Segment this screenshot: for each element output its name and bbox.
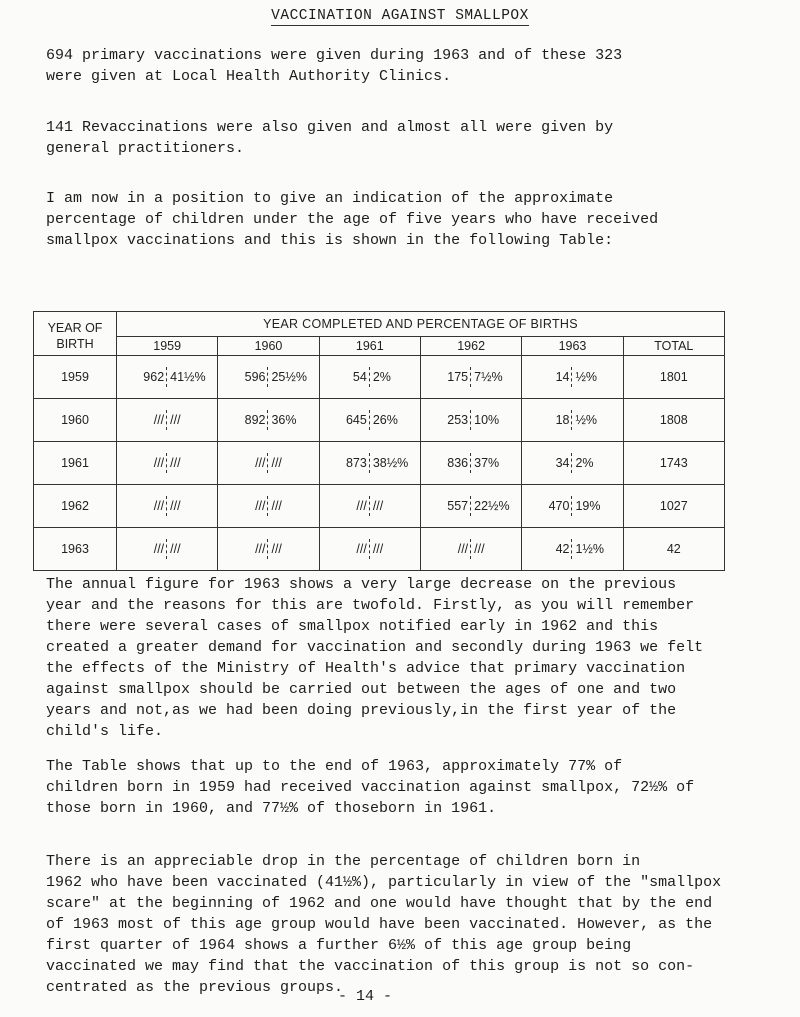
row-total: 1801: [623, 356, 724, 399]
table-cell: [319, 442, 420, 485]
cell-percentage: 2%: [575, 456, 594, 470]
row-birth-year: 1960: [34, 399, 117, 442]
table-cell: [218, 442, 319, 485]
table-cell: [319, 399, 420, 442]
cell-count: ///: [153, 542, 165, 556]
cell-count: ///: [356, 542, 367, 556]
table-cell: [319, 485, 420, 528]
cell-count: 557: [447, 499, 469, 513]
paragraph-drop-1962: There is an appreciable drop in the percentage of children born in 1962 who have been vaccinated (41½%), particularly in view of the "smallpox scare" at the beginning of 1962 and one would have thought that by the end of 1963 most of this age group would have been vaccinated. However, as the first quarter of 1964 shows a further 6½% of this age group being vaccinated we may find that the vaccination of this group is not so con- centrated as the previous groups.: [46, 853, 722, 996]
cell-percentage: ///: [170, 499, 181, 513]
year-completed-header: YEAR COMPLETED AND PERCENTAGE OF BIRTHS: [117, 312, 725, 337]
cell-percentage: 2%: [372, 370, 391, 384]
col-header-total: TOTAL: [623, 337, 724, 356]
table-row: [34, 399, 725, 442]
page-title: VACCINATION AGAINST SMALLPOX: [271, 8, 529, 24]
col-header-1959: 1959: [117, 337, 218, 356]
cell-count: ///: [153, 456, 165, 470]
cell-percentage: 38½%: [372, 456, 409, 470]
table-cell: [117, 442, 218, 485]
cell-percentage: 41½%: [170, 370, 206, 384]
table-cell: [319, 356, 420, 399]
cell-count: ///: [457, 542, 469, 556]
table-cell: [522, 356, 623, 399]
cell-count: ///: [153, 413, 165, 427]
row-birth-year: 1961: [34, 442, 117, 485]
cell-count: ///: [255, 542, 266, 556]
row-total: 1743: [623, 442, 724, 485]
cell-percentage: 7½%: [474, 370, 503, 384]
table-cell: [319, 528, 420, 571]
cell-count: ///: [255, 456, 266, 470]
table-cell: [117, 528, 218, 571]
cell-count: ///: [153, 499, 165, 513]
cell-count: 175: [447, 370, 469, 384]
table-row: [34, 528, 725, 571]
cell-count: 18: [555, 413, 570, 427]
cell-count: 836: [447, 456, 469, 470]
cell-percentage: ½%: [575, 413, 598, 427]
col-header-1961: 1961: [319, 337, 420, 356]
table-cell: [117, 356, 218, 399]
cell-percentage: 1½%: [575, 542, 604, 556]
col-header-1962: 1962: [420, 337, 521, 356]
cell-count: 34: [555, 456, 570, 470]
cell-percentage: 22½%: [474, 499, 510, 513]
table-cell: [522, 399, 623, 442]
page-number: - 14 -: [337, 988, 392, 1005]
table-cell: [218, 399, 319, 442]
table-row: [34, 485, 725, 528]
cell-count: 645: [345, 413, 367, 427]
paragraph-table-intro: I am now in a position to give an indication of the approximate percentage of children under the age of five years who have received smallpox vaccinations and this is shown in the following Table:: [46, 190, 659, 249]
paragraph-primary-vaccinations: 694 primary vaccinations were given during 1963 and of these 323 were given at Local Health Authority Clinics.: [46, 47, 623, 85]
table-cell: [420, 356, 521, 399]
cell-count: ///: [356, 499, 367, 513]
table-body: [34, 356, 725, 571]
cell-count: ///: [255, 499, 266, 513]
cell-percentage: 10%: [474, 413, 500, 427]
cell-percentage: ///: [271, 542, 282, 556]
table-cell: [218, 356, 319, 399]
table-cell: [522, 442, 623, 485]
cell-count: 596: [244, 370, 266, 384]
paragraph-annual-figure: The annual figure for 1963 shows a very large decrease on the previous year and the reasons for this are twofold. Firstly, as you will remember there were several cases of smallpox notified early in 1962 and this created a greater demand for vaccination and secondly during 1963 we felt the effects of the Ministry of Health's advice that primary vaccination against smallpox should be carried out between the ages of one and two years and not,as we had been doing previously,in the first year of the child's life.: [46, 576, 704, 740]
cell-percentage: ///: [170, 456, 181, 470]
cell-percentage: ///: [271, 456, 282, 470]
cell-percentage: ///: [271, 499, 282, 513]
table-cell: [117, 485, 218, 528]
cell-count: 470: [548, 499, 570, 513]
cell-percentage: ///: [170, 413, 181, 427]
table-cell: [420, 442, 521, 485]
cell-count: 892: [244, 413, 266, 427]
table-cell: [218, 528, 319, 571]
year-of-birth-header: YEAR OF BIRTH: [34, 312, 117, 356]
col-header-1960: 1960: [218, 337, 319, 356]
row-total: 42: [623, 528, 724, 571]
row-total: 1808: [623, 399, 724, 442]
cell-percentage: ///: [474, 542, 485, 556]
cell-percentage: ½%: [575, 370, 598, 384]
cell-percentage: 25½%: [271, 370, 307, 384]
cell-percentage: 36%: [271, 413, 297, 427]
table-cell: [218, 485, 319, 528]
cell-percentage: ///: [372, 499, 384, 513]
table-row: [34, 356, 725, 399]
table-cell: [420, 528, 521, 571]
cell-percentage: ///: [170, 542, 181, 556]
cell-count: 14: [555, 370, 570, 384]
row-birth-year: 1959: [34, 356, 117, 399]
row-birth-year: 1963: [34, 528, 117, 571]
table-cell: [522, 528, 623, 571]
cell-percentage: ///: [372, 542, 384, 556]
cell-count: 873: [345, 456, 367, 470]
row-birth-year: 1962: [34, 485, 117, 528]
cell-count: 253: [447, 413, 469, 427]
cell-percentage: 37%: [474, 456, 500, 470]
cell-count: 54: [352, 370, 367, 384]
cell-count: 42: [555, 542, 570, 556]
table-cell: [117, 399, 218, 442]
table-cell: [522, 485, 623, 528]
cell-percentage: 26%: [372, 413, 398, 427]
cell-count: 962: [143, 370, 165, 384]
table-row: [34, 442, 725, 485]
table-cell: [420, 399, 521, 442]
paragraph-table-summary: The Table shows that up to the end of 1963, approximately 77% of children born in 1959 had received vaccination against smallpox, 72½% of those born in 1960, and 77½% of thoseborn in 1961.: [46, 758, 695, 817]
paragraph-revaccinations: 141 Revaccinations were also given and almost all were given by general practitioners.: [46, 119, 614, 157]
row-total: 1027: [623, 485, 724, 528]
col-header-1963: 1963: [522, 337, 623, 356]
cell-percentage: 19%: [575, 499, 601, 513]
vaccination-table: [33, 311, 725, 571]
table-cell: [420, 485, 521, 528]
